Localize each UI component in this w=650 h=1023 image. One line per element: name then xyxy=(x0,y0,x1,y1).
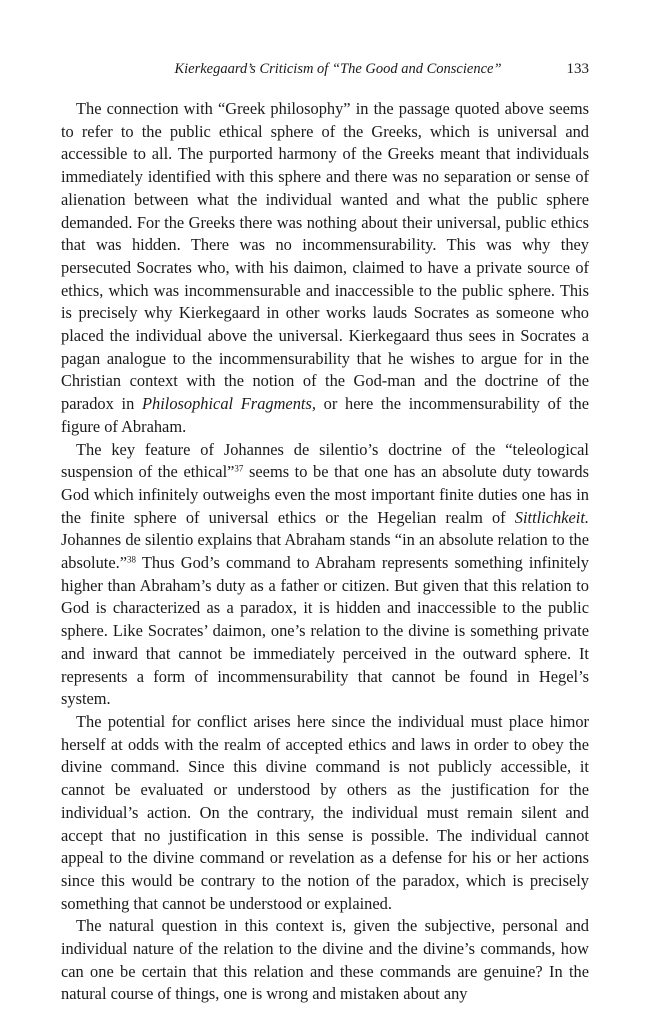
paragraph-2-text-c: Johannes de silentio explains that Abraham stands “in an absolute relation to the absolute.” xyxy=(61,530,589,573)
paragraph-1-end: or here the incommensurability of the figure of Abraham. xyxy=(61,394,589,436)
body-text xyxy=(61,98,589,1006)
paragraph-4: The natural question in this context is, given the subjective, personal and individual nature of the relation to the divine and the divine’s commands, how can one be certain that this relation and these commands are genuine? In the natural course of things, one is wrong and mistaken about any xyxy=(61,916,589,1004)
paragraph-1 xyxy=(61,98,589,439)
paragraph-3: The potential for conflict arises here since the individual must place himor herself at odds with the realm of accepted ethics and laws in order to obey the divine command. Since this divine command is not publicly accessible, it cannot be evaluated or understood by others as the justification for the individual’s action. On the contrary, the individual must remain silent and accept that no justification in this sense is possible. The individual cannot appeal to the divine command or revelation as a defense for his or her actions since this would be contrary to the notion of the paradox, which is precisely something that cannot be understood or explained. xyxy=(61,711,589,913)
term-sittlichkeit: Sittlichkeit. xyxy=(514,507,589,527)
paragraph-1-text: The connection with “Greek philosophy” in the passage quoted above seems to refer to the public ethical sphere of the Greeks, which is universal and accessible to all. The purported harmony of the Greeks meant that individuals immediately identified with this sphere and there was no separation or sense of alienation between what the individual wanted and what the public sphere demanded. For the Greeks there was nothing about their universal, public ethics that was hidden. There was no incommensurability. This was why they persecuted Socrates who, with his daimon, claimed to have a private source of ethics, which was incommensurable and inaccessible to the public sphere. This is precisely why Kierkegaard in other works lauds Socrates as someone who placed the individual above the universal. Kierkegaard thus sees in Socrates a pagan analogue to the incommensurability that he wishes to argue for in the Christian context with the notion of the God-man and the doctrine of the paradox in xyxy=(61,99,589,414)
page-number: 133 xyxy=(566,61,589,77)
paragraph-2-text-a: The key feature of Johannes de silentio’s doctrine of the “teleological suspension of the ethical” xyxy=(61,439,589,482)
running-head: Kierkegaard’s Criticism of “The Good and Conscience” xyxy=(174,61,502,77)
footnote-marker-38: 38 xyxy=(127,554,136,565)
page-header xyxy=(61,58,589,80)
paragraph-2-text-b: seems to be that one has an absolute duty towards God which infinitely outweighs even the most important finite duties one has in the finite sphere of universal ethics or the Hegelian realm of xyxy=(61,462,589,527)
paragraph-2 xyxy=(61,439,589,711)
paragraph-2-text-d: Thus God’s command to Abraham represents something infinitely higher than Abraham’s duty as a father or citizen. But given that this relation to God is characterized as a paradox, it is hidden and inaccessible to the public sphere. Like Socrates’ daimon, one’s relation to the divine is something private and inward that cannot be immediately perceived in the outward sphere. It represents a form of incommensurability that cannot be found in Hegel’s system. xyxy=(61,553,589,709)
footnote-marker-37: 37 xyxy=(234,463,244,474)
book-title-philosophical-fragments: Philosophical Fragments, xyxy=(142,394,316,414)
